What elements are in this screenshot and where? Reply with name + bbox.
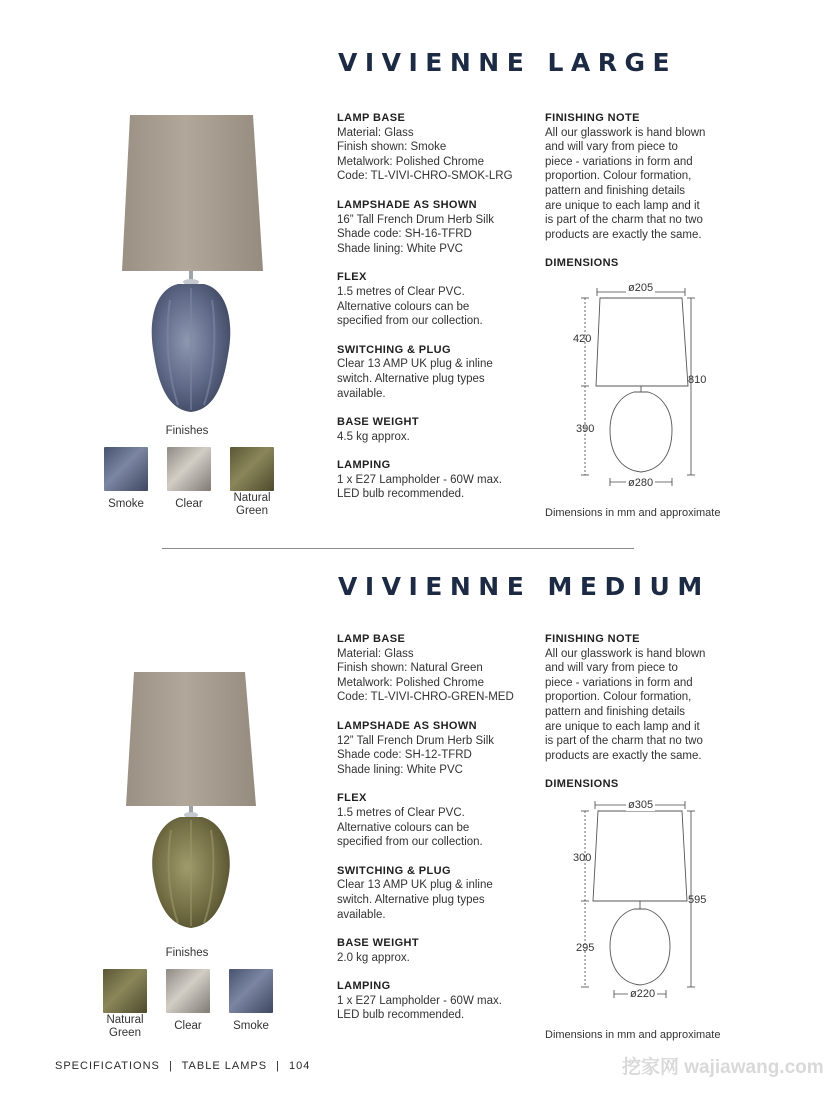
spec-line: available. [337, 908, 386, 921]
product-section-medium [0, 560, 840, 1060]
dim-base-height: 390 [576, 423, 595, 435]
note-line: and will vary from piece to [545, 141, 678, 154]
switching-heading: SWITCHING & PLUG [337, 343, 451, 356]
spec-line: 1 x E27 Lampholder - 60W max. [337, 473, 502, 486]
spec-line: Code: TL-VIVI-CHRO-SMOK-LRG [337, 170, 513, 183]
product-title: VIVIENNE MEDIUM [338, 572, 710, 601]
swatch-label-clear: Clear [175, 498, 203, 510]
dim-shade-height: 300 [573, 852, 592, 864]
swatch-natural-green [103, 969, 147, 1013]
base-weight-heading: BASE WEIGHT [337, 937, 420, 950]
finishing-note-heading: FINISHING NOTE [545, 112, 640, 124]
dim-shade-width: ø205 [628, 282, 654, 294]
switching-block [337, 864, 537, 922]
dim-total-height: 810 [688, 374, 707, 386]
lampshade-block [337, 198, 537, 256]
spec-line: Material: Glass [337, 647, 414, 660]
dim-base-width: ø280 [628, 477, 654, 489]
spec-line: Metalwork: Polished Chrome [337, 676, 485, 689]
lamp-base-heading: LAMP BASE [337, 633, 406, 645]
dim-shade-width: ø305 [628, 799, 654, 811]
finishes-label: Finishes [165, 425, 209, 437]
section-divider [162, 548, 634, 549]
spec-line: 1.5 metres of Clear PVC. [337, 806, 465, 819]
note-line: pattern and finishing details [545, 705, 686, 718]
page-footer [55, 1060, 310, 1072]
lampshade-block [337, 719, 537, 777]
lamp-image-smoke [118, 110, 268, 420]
spec-line: Finish shown: Smoke [337, 141, 447, 154]
page-number: 104 [289, 1060, 311, 1072]
specs-column [337, 632, 537, 1037]
note-line: All our glasswork is hand blown [545, 126, 706, 139]
footer-separator: | [168, 1060, 173, 1072]
spec-line: Shade code: SH-12-TFRD [337, 749, 472, 762]
dimensions-note: Dimensions in mm and approximate [545, 1029, 721, 1041]
finishing-note-heading: FINISHING NOTE [545, 633, 640, 645]
note-line: pattern and finishing details [545, 184, 686, 197]
lamping-heading: LAMPING [337, 459, 391, 472]
spec-line: Code: TL-VIVI-CHRO-GREN-MED [337, 691, 514, 704]
note-line: piece - variations in form and [545, 676, 693, 689]
note-line: are unique to each lamp and it [545, 199, 700, 212]
spec-line: Shade lining: White PVC [337, 763, 463, 776]
watermark: 挖家网 wajiawang.com [622, 1057, 824, 1078]
note-line: is part of the charm that no two [545, 735, 703, 748]
lamping-block [337, 458, 537, 502]
lamp-base-block [337, 632, 537, 705]
swatch-clear [166, 969, 210, 1013]
spec-line: Clear 13 AMP UK plug & inline [337, 358, 493, 371]
base-weight-block [337, 415, 537, 444]
switching-block [337, 343, 537, 401]
dimensions-note: Dimensions in mm and approximate [545, 507, 721, 519]
lamp-base-heading: LAMP BASE [337, 112, 406, 124]
lamping-heading: LAMPING [337, 980, 391, 993]
lamp-image-natural-green [122, 668, 262, 936]
base-weight-heading: BASE WEIGHT [337, 416, 420, 429]
finishes-label: Finishes [165, 947, 209, 959]
swatch-label-smoke: Smoke [233, 1020, 269, 1032]
swatch-smoke [229, 969, 273, 1013]
notes-column [545, 111, 745, 271]
footer-separator: | [276, 1060, 280, 1072]
flex-block [337, 270, 537, 328]
spec-line: 12” Tall French Drum Herb Silk [337, 734, 495, 747]
note-line: products are exactly the same. [545, 228, 702, 241]
spec-line: 1.5 metres of Clear PVC. [337, 285, 465, 298]
flex-heading: FLEX [337, 792, 367, 805]
spec-line: 16” Tall French Drum Herb Silk [337, 213, 495, 226]
note-line: All our glasswork is hand blown [545, 647, 706, 660]
spec-line: Shade lining: White PVC [337, 242, 463, 255]
swatch-label-clear: Clear [174, 1020, 202, 1032]
note-line: is part of the charm that no two [545, 214, 703, 227]
spec-line: Alternative colours can be [337, 300, 470, 313]
spec-line: LED bulb recommended. [337, 1009, 465, 1022]
spec-line: available. [337, 387, 386, 400]
spec-line: 2.0 kg approx. [337, 951, 410, 964]
flex-heading: FLEX [337, 271, 367, 284]
spec-line: Alternative colours can be [337, 821, 470, 834]
swatch-label-natural-green: Natural Green [106, 1014, 144, 1039]
flex-block [337, 791, 537, 849]
finishing-note-block [545, 632, 745, 763]
spec-line: switch. Alternative plug types [337, 893, 485, 906]
spec-line: 1 x E27 Lampholder - 60W max. [337, 994, 502, 1007]
spec-line: specified from our collection. [337, 315, 483, 328]
lamp-base-block [337, 111, 537, 184]
spec-line: Material: Glass [337, 126, 414, 139]
spec-line: Finish shown: Natural Green [337, 662, 483, 675]
notes-column [545, 632, 745, 792]
note-line: products are exactly the same. [545, 749, 702, 762]
footer-category: TABLE LAMPS [181, 1060, 268, 1072]
dim-base-width: ø220 [630, 988, 656, 1000]
swatch-label-smoke: Smoke [108, 498, 144, 510]
note-line: and will vary from piece to [545, 662, 678, 675]
spec-line: switch. Alternative plug types [337, 372, 485, 385]
dim-shade-height: 420 [573, 333, 592, 345]
specs-column [337, 111, 537, 516]
note-line: proportion. Colour formation, [545, 170, 692, 183]
swatch-clear [167, 447, 211, 491]
note-line: piece - variations in form and [545, 155, 693, 168]
lampshade-heading: LAMPSHADE AS SHOWN [337, 719, 478, 732]
spec-line: LED bulb recommended. [337, 488, 465, 501]
swatch-smoke [104, 447, 148, 491]
swatch-label-natural-green: Natural Green [233, 492, 271, 517]
product-title: VIVIENNE LARGE [338, 48, 678, 77]
spec-line: Clear 13 AMP UK plug & inline [337, 879, 493, 892]
dim-total-height: 595 [688, 894, 707, 906]
swatch-natural-green [230, 447, 274, 491]
spec-line: Shade code: SH-16-TFRD [337, 228, 472, 241]
dimensions-heading: DIMENSIONS [545, 778, 619, 791]
dimensions-heading: DIMENSIONS [545, 257, 619, 270]
switching-heading: SWITCHING & PLUG [337, 864, 451, 877]
footer-specifications: SPECIFICATIONS [55, 1060, 160, 1072]
finishing-note-block [545, 111, 745, 242]
lampshade-heading: LAMPSHADE AS SHOWN [337, 198, 478, 211]
lamping-block [337, 979, 537, 1023]
spec-line: Metalwork: Polished Chrome [337, 155, 485, 168]
base-weight-block [337, 936, 537, 965]
note-line: proportion. Colour formation, [545, 691, 692, 704]
spec-line: specified from our collection. [337, 836, 483, 849]
spec-line: 4.5 kg approx. [337, 430, 410, 443]
dim-base-height: 295 [576, 942, 595, 954]
note-line: are unique to each lamp and it [545, 720, 700, 733]
